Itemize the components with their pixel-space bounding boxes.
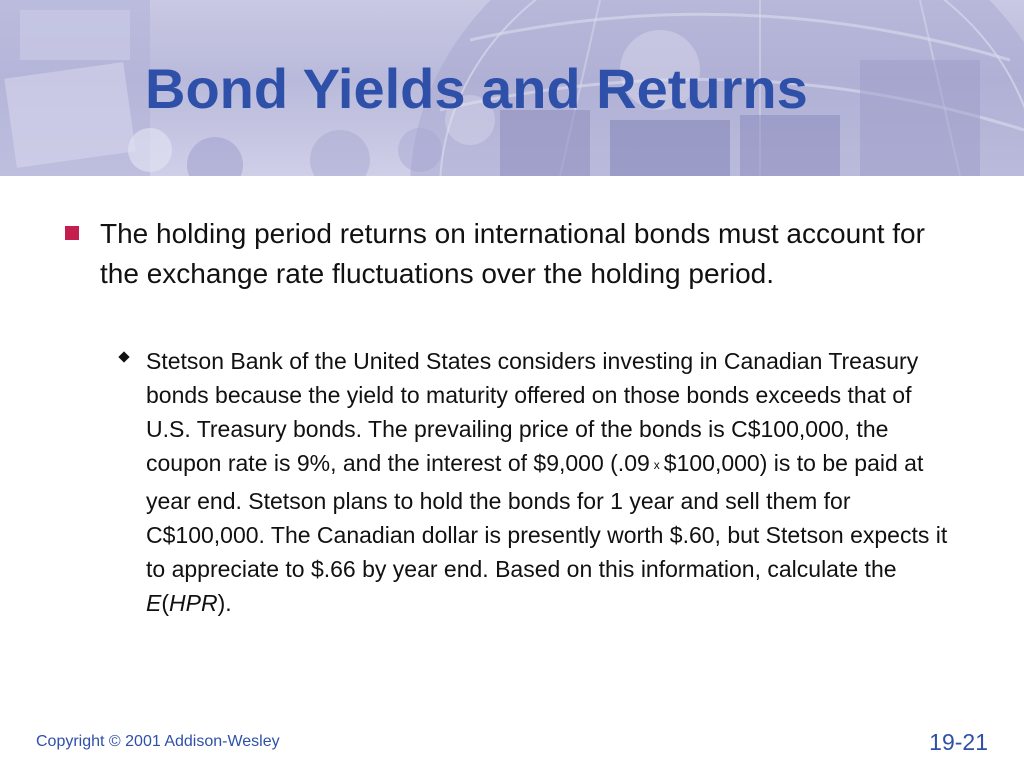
bullet-level-2-text [146,344,956,620]
bullet-text-part-2: $100,000) is to be paid at year end. Stetson plans to hold the bonds for 1 year and sell them for C$100,000. The Canadian dollar is presently worth $.60, but Stetson expects it to appreciate to $.66 by year end. Based on this information, calculate the [146,450,948,582]
copyright-footer: Copyright © 2001 Addison-Wesley [36,733,280,750]
closing-paren: ). [217,590,232,616]
bullet-level-1-text: The holding period returns on international bonds must account for the exchange rate fluctuations over the holding period. [100,218,925,289]
diamond-bullet-icon [118,351,129,362]
hpr-symbol: HPR [169,590,218,616]
expectation-symbol: E [146,590,162,616]
open-paren: ( [161,590,170,616]
header-banner-image [0,0,1024,176]
bullet-text-part-1: Stetson Bank of the United States considers investing in Canadian Treasury bonds because the yield to maturity offered on those bonds exceeds that of U.S. Treasury bonds. The prevailing price of the bonds is C$100,000, the coupon rate is 9%, and the interest of $9,000 (.09 [146,348,919,476]
multiplication-sign: x [653,458,660,472]
slide-title: Bond Yields and Returns [145,57,808,120]
slide-number: 19-21 [929,729,988,755]
square-bullet-icon [65,226,79,240]
